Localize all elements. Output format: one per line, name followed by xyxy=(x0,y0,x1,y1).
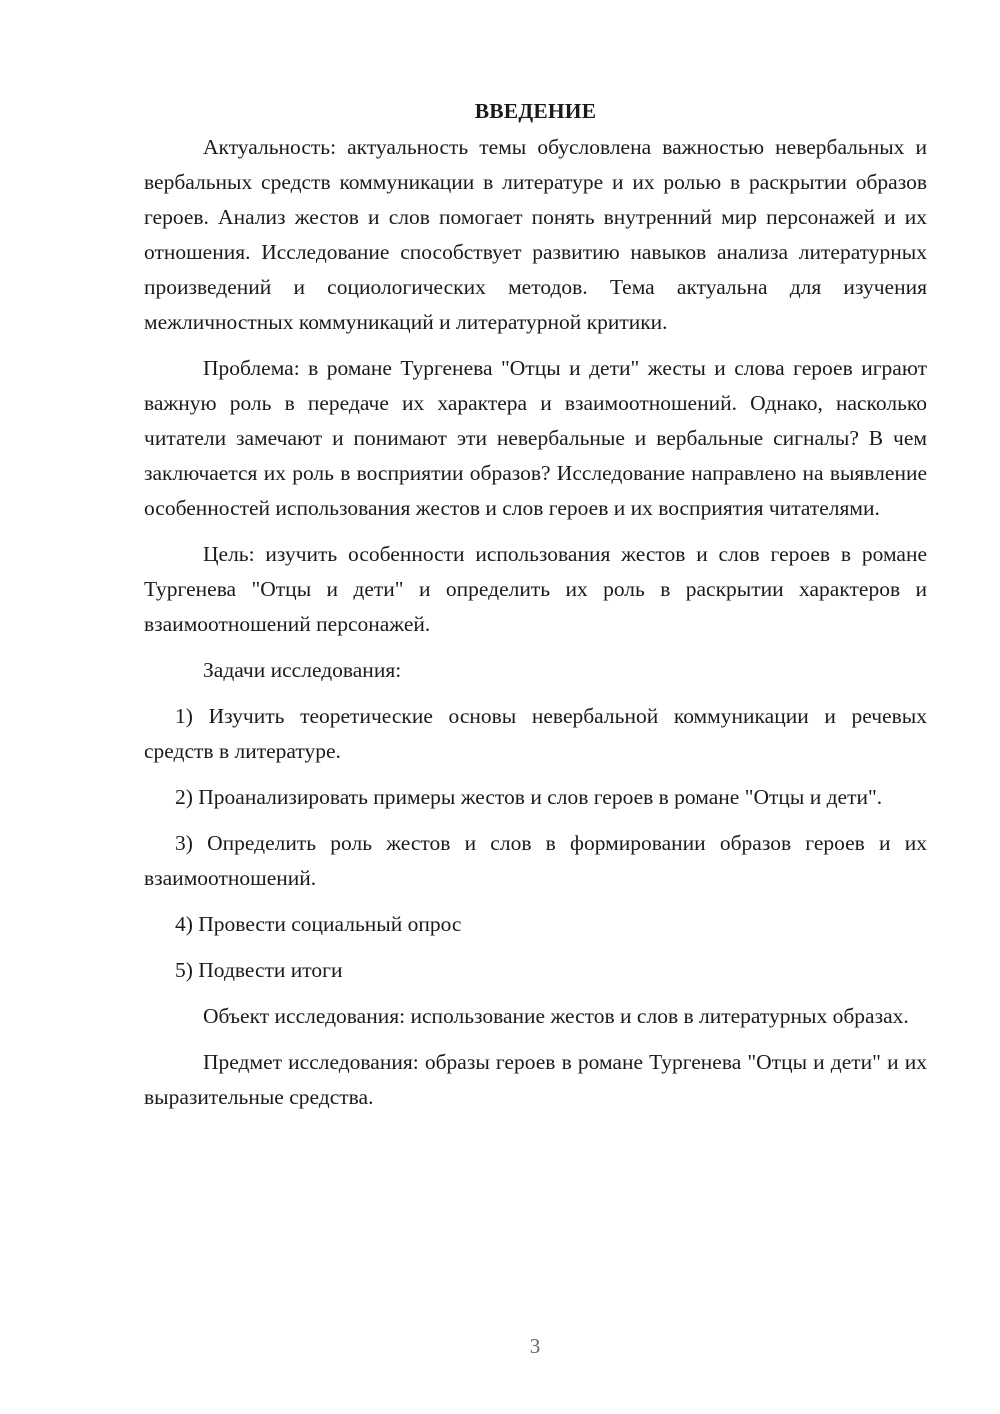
object-paragraph: Объект исследования: использование жестов и слов в литературных образах. xyxy=(203,1004,909,1028)
document-page xyxy=(144,96,927,1126)
task-item-4: 4) Провести социальный опрос xyxy=(175,912,462,936)
task-item-3: 3) Определить роль жестов и слов в формировании образов героев и их взаимоотношений. xyxy=(144,831,927,890)
section-title: ВВЕДЕНИЕ xyxy=(474,99,597,123)
subject-paragraph: Предмет исследования: образы героев в романе Тургенева "Отцы и дети" и их выразительные средства. xyxy=(144,1050,927,1109)
task-item-5: 5) Подвести итоги xyxy=(175,958,343,982)
task-item-2: 2) Проанализировать примеры жестов и слов героев в романе "Отцы и дети". xyxy=(175,785,883,809)
page-number: 3 xyxy=(529,1334,541,1358)
relevance-paragraph: Актуальность: актуальность темы обусловлена важностью невербальных и вербальных средств коммуникации в литературе и их ролью в раскрытии образов героев. Анализ жестов и слов помогает понять внутренний мир персонажей и их отношения. Исследование способствует развитию навыков анализа литературных произведений и социологических методов. Тема актуальна для изучения межличностных коммуникаций и литературной критики. xyxy=(144,135,927,334)
task-item-1: 1) Изучить теоретические основы невербальной коммуникации и речевых средств в литературе. xyxy=(144,704,927,763)
goal-paragraph: Цель: изучить особенности использования жестов и слов героев в романе Тургенева "Отцы и дети" и определить их роль в раскрытии характеров и взаимоотношений персонажей. xyxy=(144,542,927,636)
tasks-heading: Задачи исследования: xyxy=(203,658,402,682)
problem-paragraph: Проблема: в романе Тургенева "Отцы и дети" жесты и слова героев играют важную роль в передаче их характера и взаимоотношений. Однако, насколько читатели замечают и понимают эти невербальные и вербальные сигналы? В чем заключается их роль в восприятии образов? Исследование направлено на выявление особенностей использования жестов и слов героев и их восприятия читателями. xyxy=(144,356,927,520)
